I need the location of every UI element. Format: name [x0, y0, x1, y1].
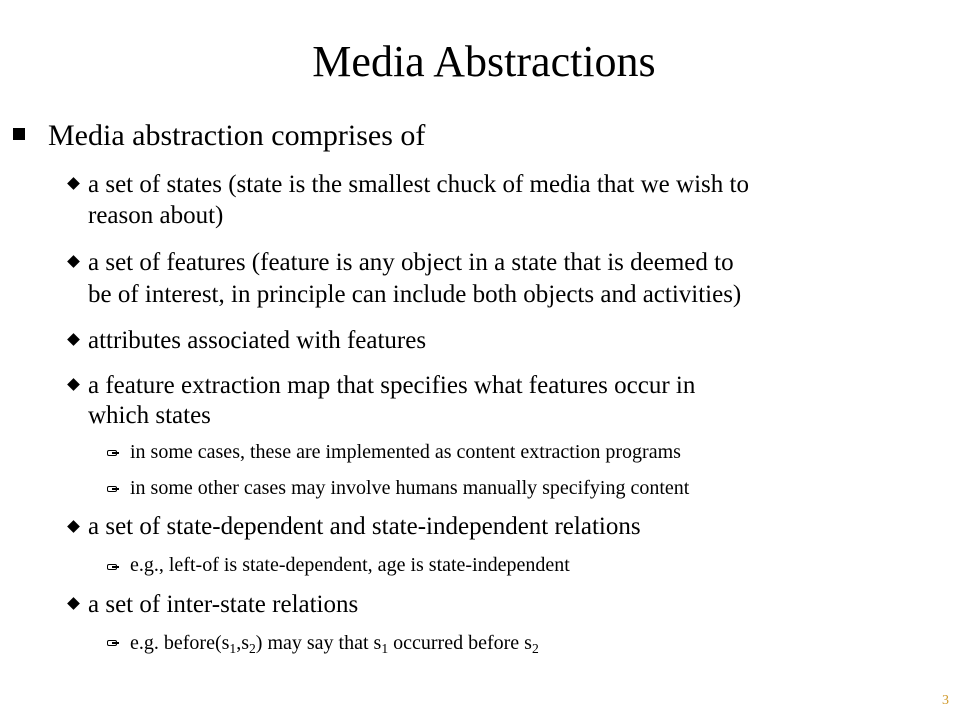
before-relation-example-subbullet — [130, 628, 539, 658]
example-text-before-open: e.g. before(s — [130, 632, 230, 654]
example-text-may-say: ) may say that s — [255, 632, 382, 654]
diamond-bullet-icon — [68, 334, 79, 345]
subscript-two: 2 — [531, 641, 539, 657]
states-bullet-line-1: a set of states (state is the smallest chuck of media that we wish to — [88, 171, 749, 198]
pointing-hand-icon — [107, 638, 119, 648]
inter-state-relations-bullet-line: a set of inter-state relations — [88, 591, 359, 618]
example-text-occurred-before: occurred before s — [388, 632, 532, 654]
state-relations-bullet-line: a set of state-dependent and state-independent relations — [88, 513, 641, 540]
pointing-hand-icon — [107, 448, 119, 458]
attributes-bullet-line: attributes associated with features — [88, 327, 427, 354]
subscript-one: 1 — [229, 641, 237, 657]
diamond-bullet-icon — [68, 178, 79, 189]
subscript-one: 1 — [381, 641, 389, 657]
page-number: 3 — [942, 693, 949, 708]
features-bullet-line-2: be of interest, in principle can include both objects and activities) — [88, 281, 742, 308]
pointing-hand-icon — [107, 562, 119, 572]
features-bullet-line-1: a set of features (feature is any object in a state that is deemed to — [88, 249, 734, 276]
slide-title: Media Abstractions — [312, 37, 656, 86]
diamond-bullet-icon — [68, 598, 79, 609]
extraction-programs-subbullet: in some cases, these are implemented as content extraction programs — [130, 441, 681, 463]
diamond-bullet-icon — [68, 379, 79, 390]
state-dependence-example-subbullet: e.g., left-of is state-dependent, age is state-independent — [130, 554, 570, 576]
states-bullet-line-2: reason about) — [88, 202, 224, 229]
diamond-bullet-icon — [68, 256, 79, 267]
manual-content-subbullet: in some other cases may involve humans manually specifying content — [130, 477, 690, 499]
example-text-comma-s: ,s — [236, 632, 249, 654]
feature-map-bullet-line-2: which states — [88, 402, 211, 429]
pointing-hand-icon — [107, 484, 119, 494]
main-bullet-text: Media abstraction comprises of — [48, 119, 426, 152]
feature-map-bullet-line-1: a feature extraction map that specifies what features occur in — [88, 372, 696, 399]
subscript-two: 2 — [249, 641, 256, 657]
diamond-bullet-icon — [68, 521, 79, 532]
square-bullet-icon — [13, 128, 25, 140]
